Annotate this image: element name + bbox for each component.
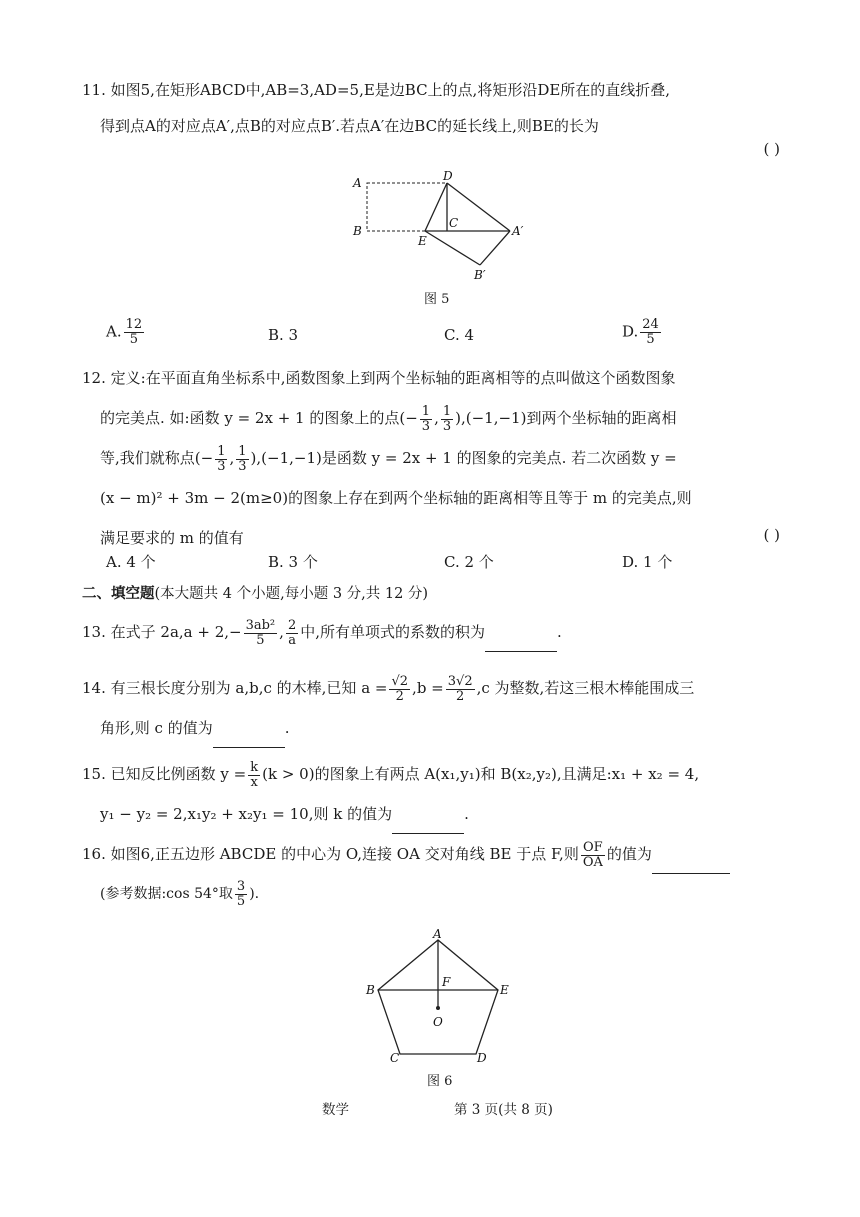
question-12 (82, 358, 782, 558)
label-b: B (353, 224, 362, 238)
section-title: 二、填空题 (82, 586, 155, 602)
footer-subject: 数学 (322, 1102, 349, 1118)
q12-option-d: D. 1 个 (622, 553, 673, 571)
q15-line2: y₁ − y₂ = 2,x₁y₂ + x₂y₁ = 10,则 k 的值为 . (82, 794, 782, 834)
segment-a2b2 (480, 231, 510, 265)
q16-answer-blank[interactable] (652, 855, 730, 874)
q14-line2: 角形,则 c 的值为 . (82, 708, 782, 748)
q12-line2: 的完美点. 如:函数 y = 2x + 1 的图象上的点(− $\frac{1}{3}$ , $\frac{1}{3}$ ),(−1,−1)到两个坐标轴的距离相 (100, 403, 677, 434)
question-15 (82, 754, 782, 834)
q12-line5: 满足要求的 m 的值有 (100, 529, 244, 547)
label-e: E (500, 983, 509, 997)
label-d: D (443, 169, 453, 183)
q11-option-d: D. $\frac{24}{5}$ (622, 317, 659, 347)
label-a-prime: A′ (512, 224, 524, 238)
footer-page-number: 第 3 页(共 8 页) (454, 1102, 553, 1118)
label-e: E (418, 234, 427, 248)
q12-option-b: B. 3 个 (268, 553, 318, 571)
q12-option-c: C. 2 个 (444, 553, 494, 571)
q11-option-a: A. $\frac{12}{5}$ (106, 317, 143, 347)
q13-answer-blank[interactable] (485, 633, 557, 652)
q11-answer-paren: ( ) (763, 140, 780, 158)
q11-option-b: B. 3 (268, 326, 299, 344)
q11-number: 11. (82, 81, 106, 99)
q11-line2: 得到点A的对应点A′,点B的对应点B′.若点A′在边BC的延长线上,则BE的长为 (100, 117, 599, 135)
label-c: C (449, 216, 459, 230)
segment-de (425, 183, 447, 231)
q14-line1: 14. 有三根长度分别为 a,b,c 的木棒,已知 a = $\frac{√2}{2}$ ,b = $\frac{3√2}{2}$ ,c 为整数,若这三根木棒能围成三 (82, 673, 695, 704)
question-13: 13. 在式子 2a,a + 2,− $\frac{\text{3ab²}}{5}$ , $\frac{2}{a}$ 中,所有单项式的系数的积为 . (82, 612, 782, 652)
label-o: O (433, 1015, 443, 1029)
q12-line1: 12. 定义:在平面直角坐标系中,函数图象上到两个坐标轴的距离相等的点叫做这个函数图象 (82, 369, 676, 387)
original-rectangle (367, 183, 447, 231)
segment-eb2 (425, 231, 480, 265)
q14-answer-blank[interactable] (213, 729, 285, 748)
section-fill-in-blank (82, 582, 428, 603)
question-11 (82, 72, 782, 144)
figure-6-caption: 图 6 (427, 1074, 453, 1089)
q12-answer-paren: ( ) (763, 526, 780, 544)
q15-line1: 15. 已知反比例函数 y = $\frac{k}{x}$ (k > 0)的图象上有两点 A(x₁,y₁)和 B(x₂,y₂),且满足:x₁ + x₂ = 4, (82, 759, 700, 790)
figure-6 (360, 928, 520, 1063)
question-14 (82, 668, 782, 748)
label-b: B (366, 983, 375, 997)
q12-line4: (x − m)² + 3m − 2(m≥0)的图象上存在到两个坐标轴的距离相等且等于 m 的完美点,则 (100, 489, 692, 507)
q12-option-a: A. 4 个 (106, 553, 156, 571)
label-d: D (477, 1051, 487, 1063)
q11-line1: 11. 如图5,在矩形ABCD中,AB=3,AD=5,E是边BC上的点,将矩形沿DE所在的直线折叠, (82, 81, 671, 99)
q12-line3: 等,我们就称点(− $\frac{1}{3}$ , $\frac{1}{3}$ ),(−1,−1)是函数 y = 2x + 1 的图象的完美点. 若二次函数 y = (100, 443, 677, 474)
center-o (436, 1006, 440, 1010)
figure-5-caption: 图 5 (424, 292, 450, 307)
q16-line1: 16. 如图6,正五边形 ABCDE 的中心为 O,连接 OA 交对角线 BE 于点 F,则 $\frac{OF}{OA}$ 的值为 (82, 834, 782, 874)
label-c: C (390, 1051, 400, 1063)
label-f: F (442, 975, 451, 989)
label-a: A (353, 176, 362, 190)
q16-line2: (参考数据:cos 54°取 $\frac{3}{5}$ ). (100, 878, 260, 909)
label-a: A (433, 928, 442, 941)
figure-5 (340, 165, 540, 285)
q11-option-c: C. 4 (444, 326, 475, 344)
question-16 (82, 834, 782, 914)
section-note: (本大题共 4 个小题,每小题 3 分,共 12 分) (154, 586, 429, 602)
label-b-prime: B′ (474, 268, 486, 282)
q15-answer-blank[interactable] (392, 815, 464, 834)
